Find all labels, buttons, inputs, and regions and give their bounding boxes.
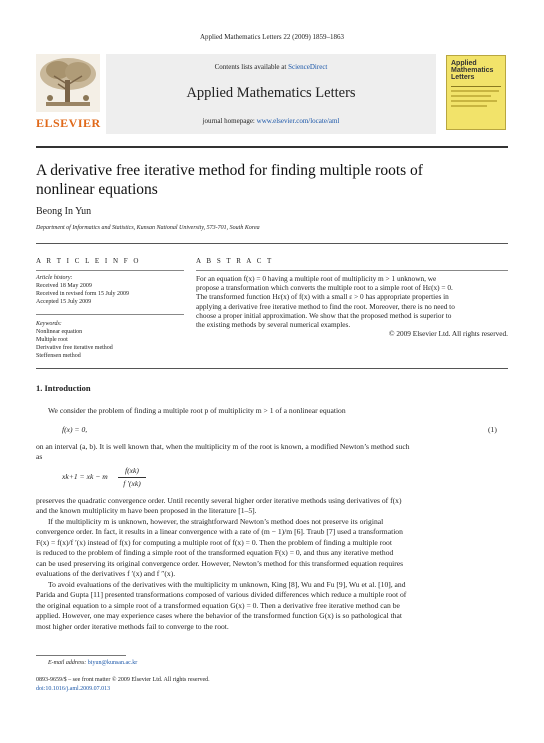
copyright-notice: © 2009 Elsevier Ltd. All rights reserved.	[388, 329, 508, 339]
intro-paragraph-3	[36, 496, 508, 517]
cover-title-2: Mathematics	[451, 67, 494, 74]
contents-prefix: Contents lists available at	[214, 63, 289, 71]
abstract-bottom-rule	[36, 368, 508, 369]
fraction-bar	[118, 477, 146, 478]
title-rule	[36, 243, 508, 244]
elsevier-tree-logo	[36, 54, 100, 112]
paragraph-line: F(x) = f(x)/f ′(x) instead of f(x) for computing a multiple root of f(x) = 0. Then the problem of finding a multiple root	[36, 537, 392, 547]
intro-paragraph-1: We consider the problem of finding a multiple root p of multiplicity m > 1 of a nonlinear equation	[48, 406, 346, 415]
journal-cover-image	[446, 55, 506, 130]
abstract-line: propose a transformation which converts the multiple root to a simple root of Hε(x) = 0.	[196, 283, 453, 293]
author-name: Beong In Yun	[36, 206, 92, 217]
paragraph-line: the original equation to a simple root of a transformed equation G(x) = 0. Then a derivative free iterative method can be	[36, 600, 400, 610]
article-title	[36, 161, 508, 199]
article-info-rule	[36, 270, 184, 271]
homepage-prefix: journal homepage:	[202, 117, 257, 125]
equation-2-denominator: f ′(xk)	[123, 479, 141, 488]
paragraph-line: can be used preserving its original convergence order. However, Newton’s method for this transformed equation requires	[36, 558, 404, 568]
accepted-date: Accepted 15 July 2009	[36, 299, 92, 305]
keywords-block	[36, 320, 113, 360]
keyword: Nonlinear equation	[36, 329, 83, 335]
received-date: Received 18 May 2009	[36, 283, 92, 289]
equation-2-lhs: xk+1 = xk − m	[62, 472, 108, 481]
abstract-line: the existing methods by several numerical examples.	[196, 320, 351, 330]
keyword: Derivative free iterative method	[36, 345, 113, 351]
intro-paragraph-5	[36, 580, 508, 632]
article-title-line-2: nonlinear equations	[36, 181, 158, 198]
paragraph-line: on an interval (a, b). It is well known that, when the multiplicity m of the root is known, a modified Newton’s method such	[36, 442, 410, 451]
abstract-text	[196, 274, 508, 338]
revised-date: Received in revised form 15 July 2009	[36, 291, 129, 297]
footnote-rule	[36, 655, 126, 656]
publisher-wordmark: ELSEVIER	[36, 116, 101, 130]
equation-2-numerator: f(xk)	[125, 466, 139, 475]
doi-link[interactable]: doi:10.1016/j.aml.2009.07.013	[36, 686, 111, 692]
abstract-rule	[196, 270, 508, 271]
contents-line	[106, 63, 436, 72]
paragraph-line: is reduced to the problem of finding a simple root of the transformed equation F(x) = 0, and thus any iterative method	[36, 548, 394, 558]
paragraph-line: preserves the quadratic convergence order. Until recently several higher order iterative methods using derivatives of f(x)	[36, 496, 402, 505]
section-heading: 1. Introduction	[36, 383, 91, 393]
paragraph-line: Parida and Gupta [11] presented transformations composed of various divided differences which reduce a multiple root of	[36, 590, 407, 600]
issn-line: 0893-9659/$ – see front matter © 2009 Elsevier Ltd. All rights reserved.	[36, 677, 210, 683]
banner-rule	[36, 146, 508, 148]
paragraph-line: To avoid evaluations of the derivatives with the multiplicity m unknown, King [8], Wu and Fu [9], Wu et al. [10], and	[48, 580, 406, 589]
keywords-label: Keywords:	[36, 321, 62, 327]
email-label: E-mail address:	[48, 660, 88, 666]
sciencedirect-link[interactable]: ScienceDirect	[288, 63, 328, 71]
footnote-email	[48, 659, 137, 667]
paragraph-line: evaluations of the derivatives f ′(x) and f ″(x).	[36, 569, 176, 579]
paragraph-line: convergence order. In fact, it results in a linear convergence with a rate of (m − 1)/m [6]. Traub [7] used a transformation	[36, 527, 403, 537]
intro-paragraph-4	[36, 517, 508, 579]
article-history	[36, 274, 129, 306]
paragraph-line: and the known multiplicity m have been proposed in the literature [1–5].	[36, 506, 257, 516]
abstract-line: applying a derivative free iterative method to find the root. Moreover, there is no need to	[196, 301, 455, 311]
journal-title: Applied Mathematics Letters	[186, 85, 356, 101]
paragraph-line: If the multiplicity m is unknown, however, the straightforward Newton’s method does not preserve its original	[48, 517, 384, 526]
abstract-heading: A B S T R A C T	[196, 257, 274, 265]
history-label: Article history:	[36, 275, 73, 281]
abstract-line: choose a proper initial approximation. We show that the proposed method is superior to	[196, 310, 452, 320]
abstract-line: The transformed function Hε(x) of f(x) with a small ε > 0 has appropriate properties in	[196, 292, 449, 302]
equation-1: f(x) = 0,	[62, 425, 88, 434]
keywords-rule	[36, 314, 184, 315]
email-link[interactable]: biyun@kunsan.ac.kr	[87, 660, 138, 666]
keyword: Multiple root	[36, 337, 68, 343]
paragraph-line: as	[36, 452, 43, 462]
article-info-heading: A R T I C L E I N F O	[36, 257, 141, 265]
author-affiliation: Department of Informatics and Statistics, Kunsan National University, 573-701, South Korea	[36, 225, 260, 231]
running-header: Applied Mathematics Letters 22 (2009) 1859–1863	[199, 33, 345, 41]
article-title-line-1: A derivative free iterative method for finding multiple roots of	[36, 162, 423, 179]
equation-1-number: (1)	[488, 425, 497, 434]
paragraph-line: most higher order iterative methods fail to converge to the root.	[36, 621, 229, 631]
keyword: Steffensen method	[36, 353, 81, 359]
intro-paragraph-2	[36, 442, 508, 463]
cover-title-1: Applied	[451, 60, 477, 67]
abstract-line: For an equation f(x) = 0 having a multiple root of multiplicity m > 1 unknown, we	[196, 274, 437, 283]
homepage-link[interactable]: www.elsevier.com/locate/aml	[256, 117, 340, 125]
cover-title-3: Letters	[451, 74, 475, 81]
paragraph-line: applied. However, one may experience cases where the behavior of the transformed function G(x) is so pathological that	[36, 611, 402, 621]
homepage-line	[106, 117, 436, 126]
